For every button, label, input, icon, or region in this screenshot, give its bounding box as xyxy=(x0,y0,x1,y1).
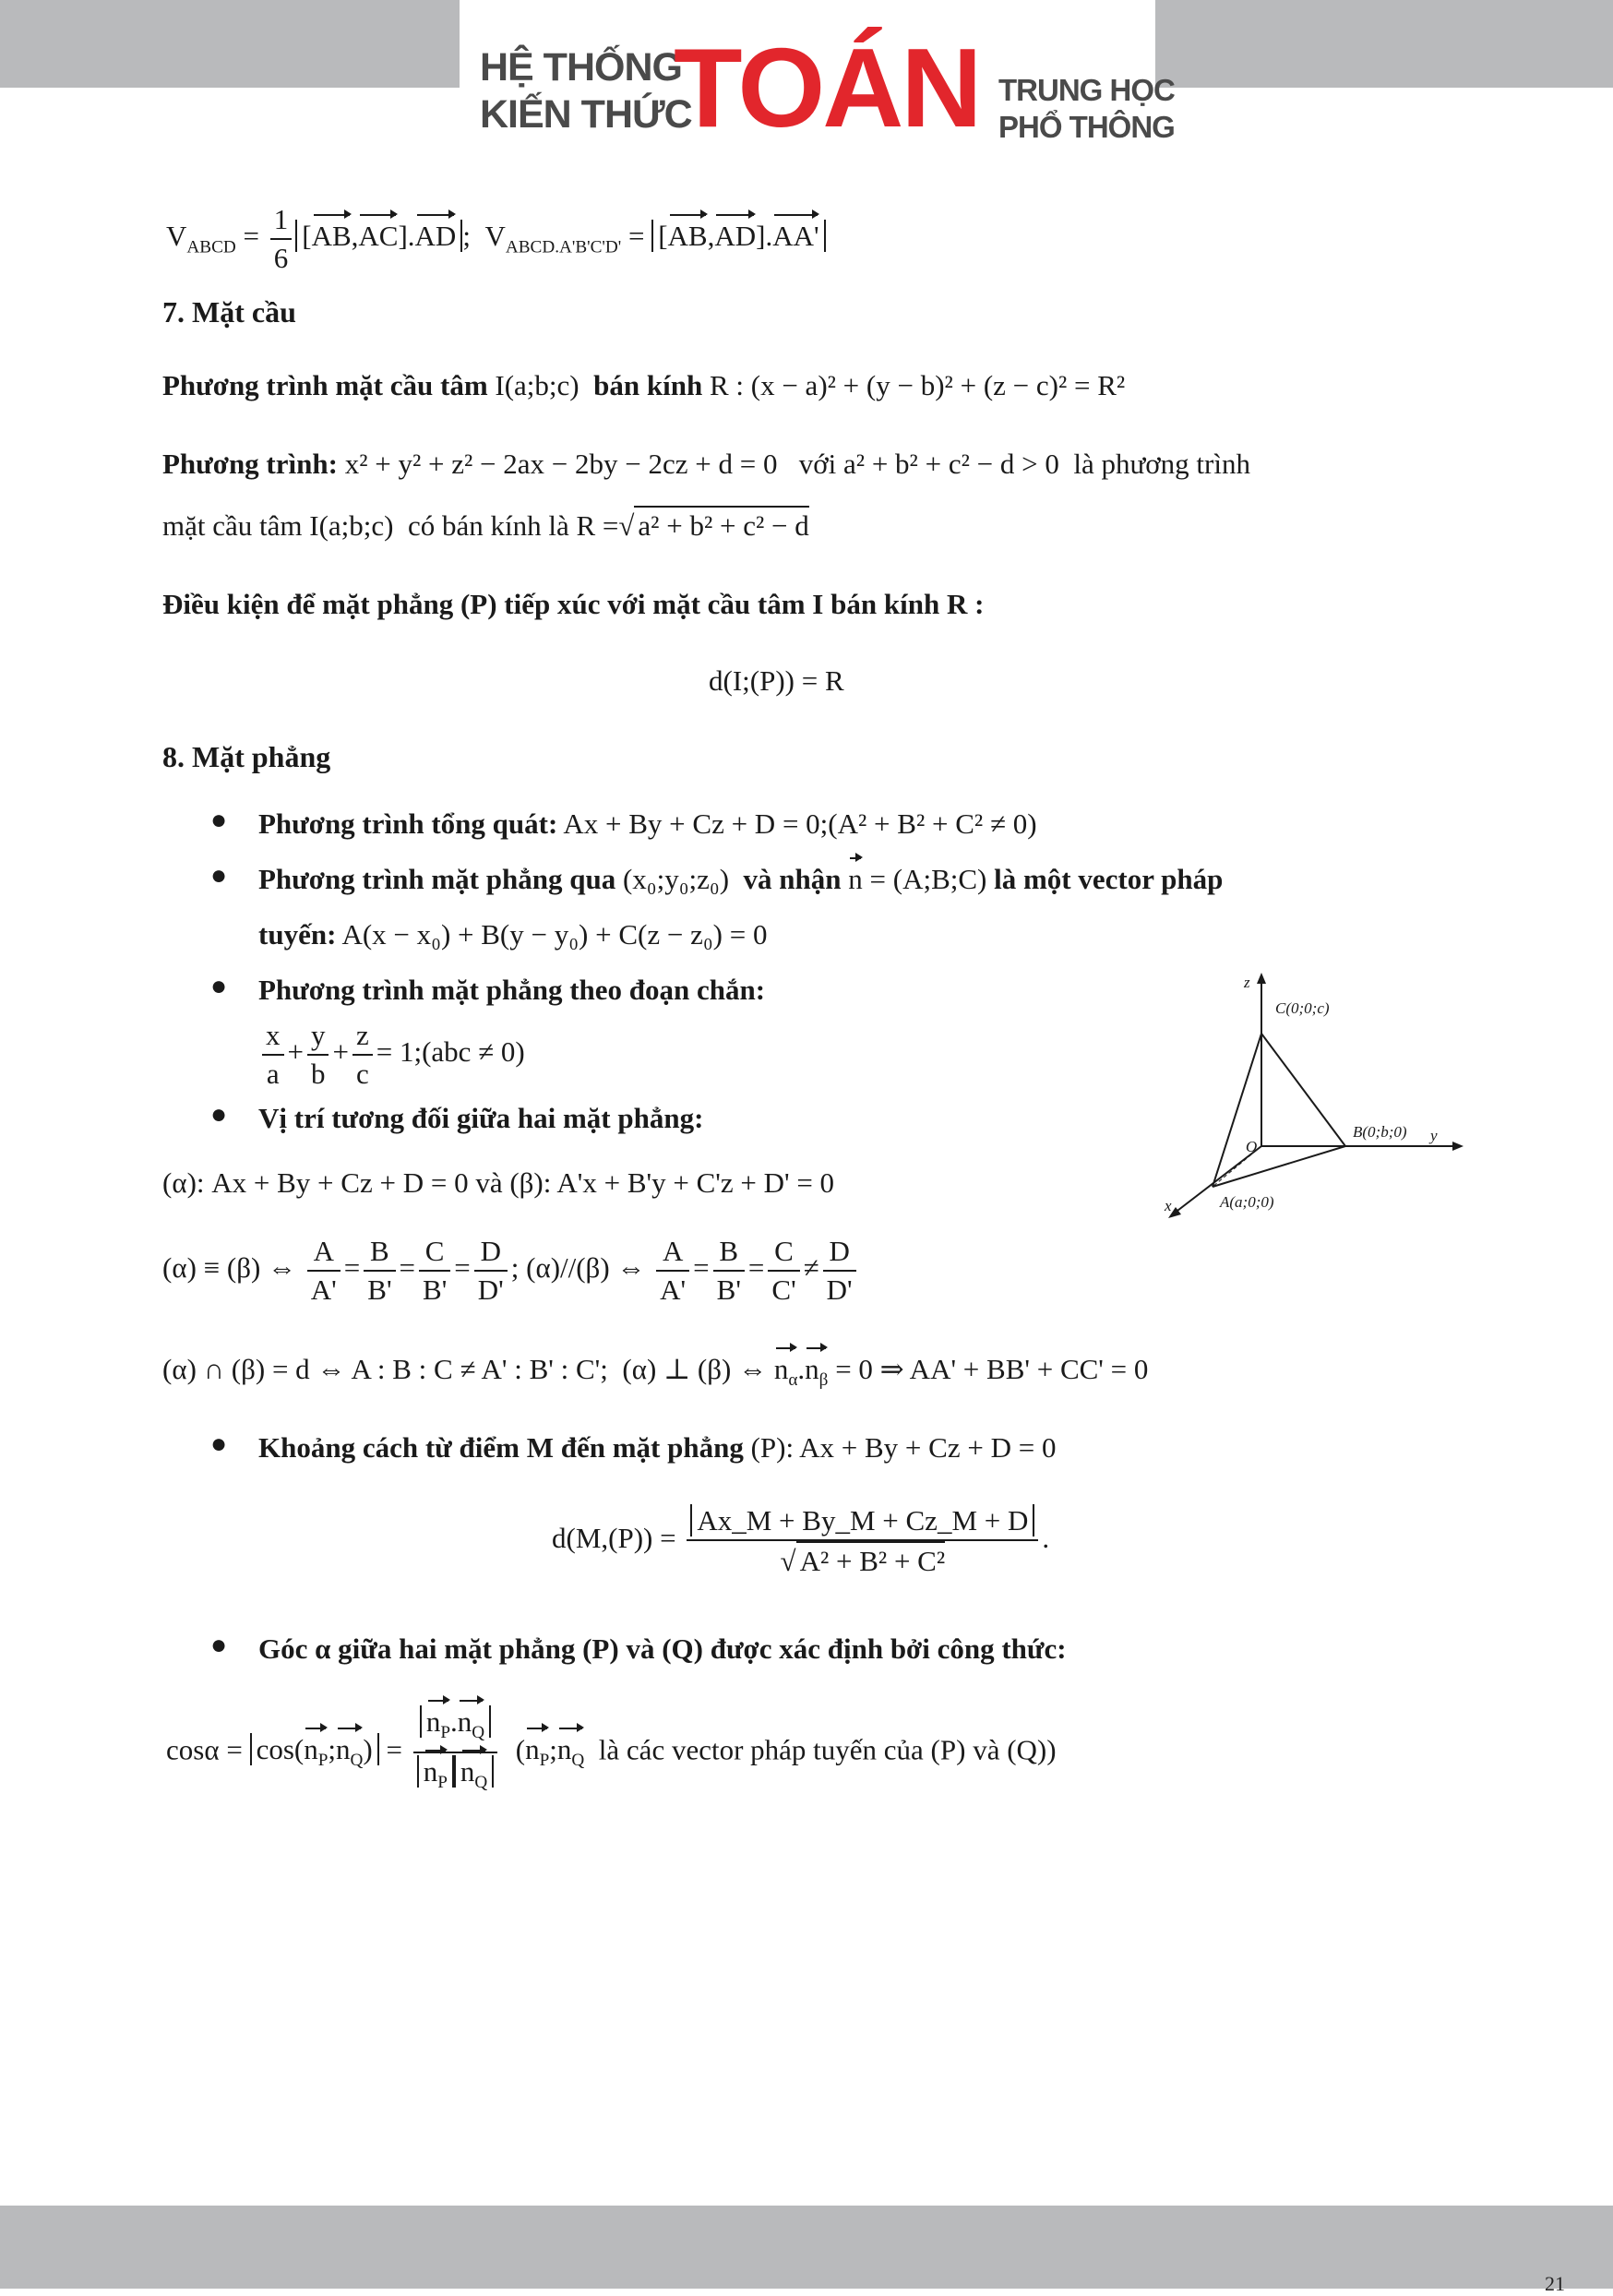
bullet-2: ● xyxy=(210,860,228,891)
angle-formula: $\cos\alpha = \cos(n_P;n_Q)$ = $\frac{n_P.n_Q}{n_P n_Q}$ ($n_P;n_Q$ là các vector pháp tuyến của (P) và (Q)) xyxy=(166,1704,1057,1801)
general-plane-line xyxy=(258,806,1037,843)
point-normal-suffix: là một vector pháp xyxy=(994,863,1224,895)
angle-label: Góc α giữa hai mặt phẳng (P) và (Q) được xác định bởi công thức: xyxy=(258,1632,1067,1665)
general-plane-label: Phương trình tổng quát: xyxy=(258,807,558,840)
logo-line1: HỆ THỐNG xyxy=(480,45,682,90)
radius-radicand: a² + b² + c² − d xyxy=(634,506,808,544)
intercept-formula: $\frac{x}{a}$ + $\frac{y}{b}$ + $\frac{z}{c}$ = 1;(abc ≠ 0) xyxy=(258,1017,525,1093)
general-sphere-formula: x² + y² + z² − 2ax − 2by − 2cz + d = 0 xyxy=(344,448,778,480)
radius-line-center: I(a;b;c) xyxy=(309,509,394,542)
general-sphere-with: với xyxy=(798,448,837,480)
parallel-lhs: (α)//(β) ⇔ xyxy=(526,1251,646,1285)
distance-formula: d(M,(P)) = $\frac{Ax\_M + By\_M + Cz\_M + D}{\text{√ A² + B² + C²}}$ . xyxy=(552,1502,1049,1580)
logo-line2: KIẾN THỨC xyxy=(480,92,692,137)
coincide-parallel-line: (α) ≡ (β) ⇔ $\frac{A}{A'}$ = $\frac{B}{B'}$ = $\frac{C}{B'}$ = $\frac{D}{D'}$ ; (α)//(β) ⇔ $\frac{A}{A'}$ = $\frac{B}{B'}$ = $\frac{C}{C'}$ ≠ $\frac{D}{D'}$ xyxy=(162,1233,860,1309)
cos-note: là các vector pháp tuyến của (P) và (Q)) xyxy=(598,1733,1057,1766)
tangent-formula: d(I;(P)) = R xyxy=(709,664,844,697)
tetra-subscript: ABCD xyxy=(186,237,236,257)
prism-subscript: ABCD.A'B'C'D' xyxy=(505,237,622,257)
volume-separator: ; xyxy=(462,220,471,253)
intercept-tail: = 1;(abc ≠ 0) xyxy=(376,1035,525,1069)
volume-formulas: $V_{ABCD}$ = $\frac{1}{6}$ [AB,AC].AD ; $V_{ABCD.A'B'C'D'} = [AB,AD].AA'$ xyxy=(166,201,826,277)
perp-rhs: = 0 ⇒ AA' + BB' + CC' = 0 xyxy=(835,1353,1149,1385)
sphere-center: I(a;b;c) xyxy=(495,369,579,401)
point-normal-point: (x₀;y₀;z₀) xyxy=(622,863,730,895)
logo-subtitle-left xyxy=(480,44,692,138)
tangent-condition: Điều kiện để mặt phẳng (P) tiếp xúc với mặt cầu tâm I bán kính R : xyxy=(162,588,985,620)
general-sphere-condition: a² + b² + c² − d > 0 xyxy=(843,448,1059,480)
bullet-3: ● xyxy=(210,971,228,1001)
distance-label-line xyxy=(258,1429,1056,1466)
sphere-radius-line: mặt cầu tâm I(a;b;c) có bán kính là R =√ a² + b² + c² − d xyxy=(162,506,809,544)
intercept-label: Phương trình mặt phẳng theo đoạn chắn: xyxy=(258,974,766,1006)
logo-right2: PHỔ THÔNG xyxy=(998,110,1175,144)
edge-CB xyxy=(1261,1034,1345,1146)
general-sphere-suffix: là phương trình xyxy=(1073,448,1250,480)
distance-denominator: A² + B² + C² xyxy=(796,1541,946,1580)
bullet-1: ● xyxy=(210,805,228,835)
general-sphere-line xyxy=(162,446,1250,483)
label-B: B(0;b;0) xyxy=(1353,1123,1407,1141)
edge-CA xyxy=(1213,1034,1261,1187)
intersect-perp-line: (α) ∩ (β) = d ⇔ A : B : C ≠ A' : B' : C'; (α) ⊥ (β) ⇔ $n_\alpha.n_\beta = 0$ ⇒ AA' + BB' + CC' = 0 xyxy=(162,1351,1148,1399)
cos-lhs: cosα = xyxy=(166,1733,243,1766)
point-normal-line2 xyxy=(258,916,767,953)
section8-title: 8. Mặt phẳng xyxy=(162,740,331,773)
label-O: O xyxy=(1246,1138,1258,1155)
general-plane-formula: Ax + By + Cz + D = 0;(A² + B² + C² ≠ 0) xyxy=(563,807,1037,840)
point-normal-line: Phương trình mặt phẳng qua (x₀;y₀;z₀) và nhận n = (A;B;C) là một vector pháp xyxy=(258,861,1223,898)
point-normal-mid: và nhận xyxy=(743,863,842,895)
fraction-one-sixth: $\frac{1}{6}$ xyxy=(270,201,293,277)
intercept-plane-figure xyxy=(1153,969,1467,1237)
distance-plane: (P): Ax + By + Cz + D = 0 xyxy=(750,1431,1057,1464)
sphere-formula: (x − a)² + (y − b)² + (z − c)² = R² xyxy=(750,369,1126,401)
two-planes-equation: (α): Ax + By + Cz + D = 0 và (β): A'x + B'y + C'z + D' = 0 xyxy=(162,1166,835,1199)
label-z: z xyxy=(1244,974,1250,991)
sphere-equation-line xyxy=(162,367,1125,404)
distance-lhs: d(M,(P)) = xyxy=(552,1522,676,1555)
label-y: y xyxy=(1430,1127,1438,1144)
distance-numerator: Ax_M + By_M + Cz_M + D xyxy=(690,1504,1034,1537)
edge-AB xyxy=(1213,1146,1345,1187)
footer-band xyxy=(0,2206,1613,2289)
bullet-5: ● xyxy=(210,1429,228,1459)
relative-position-label: Vị trí tương đối giữa hai mặt phẳng: xyxy=(258,1102,704,1134)
point-normal-label: Phương trình mặt phẳng qua xyxy=(258,863,616,895)
sphere-eq-prefix: Phương trình mặt cầu tâm xyxy=(162,369,488,401)
page-number: 21 xyxy=(1545,2272,1565,2295)
radius-line-R: R = xyxy=(576,509,619,542)
label-A: A(a;0;0) xyxy=(1220,1193,1274,1211)
distance-label: Khoảng cách từ điểm M đến mặt phẳng xyxy=(258,1431,744,1464)
sphere-eq-mid: bán kính xyxy=(593,369,703,401)
perp-lhs: (α) ⊥ (β) ⇔ xyxy=(622,1353,768,1385)
logo-title: TOÁN xyxy=(674,25,980,150)
radius-line-prefix: mặt cầu tâm xyxy=(162,509,303,542)
intersect-formula: (α) ∩ (β) = d ⇔ A : B : C ≠ A' : B' : C'; xyxy=(162,1353,608,1385)
point-normal-vector: = (A;B;C) xyxy=(869,863,987,895)
logo-subtitle-right xyxy=(998,72,1175,146)
label-x: x xyxy=(1165,1197,1172,1214)
section7-title: 7. Mặt cầu xyxy=(162,295,296,329)
general-sphere-prefix: Phương trình: xyxy=(162,448,338,480)
point-normal-formula: A(x − x₀) + B(y − y₀) + C(z − z₀) = 0 xyxy=(341,918,768,951)
logo-right1: TRUNG HỌC xyxy=(998,73,1175,107)
sphere-radius-label: R : xyxy=(709,369,744,401)
point-normal-label2: tuyến: xyxy=(258,918,337,951)
bullet-6: ● xyxy=(210,1630,228,1660)
coincide-lhs: (α) ≡ (β) ⇔ xyxy=(162,1251,297,1285)
bullet-4: ● xyxy=(210,1099,228,1130)
label-C: C(0;0;c) xyxy=(1275,999,1330,1017)
radius-line-mid: có bán kính là xyxy=(407,509,569,542)
